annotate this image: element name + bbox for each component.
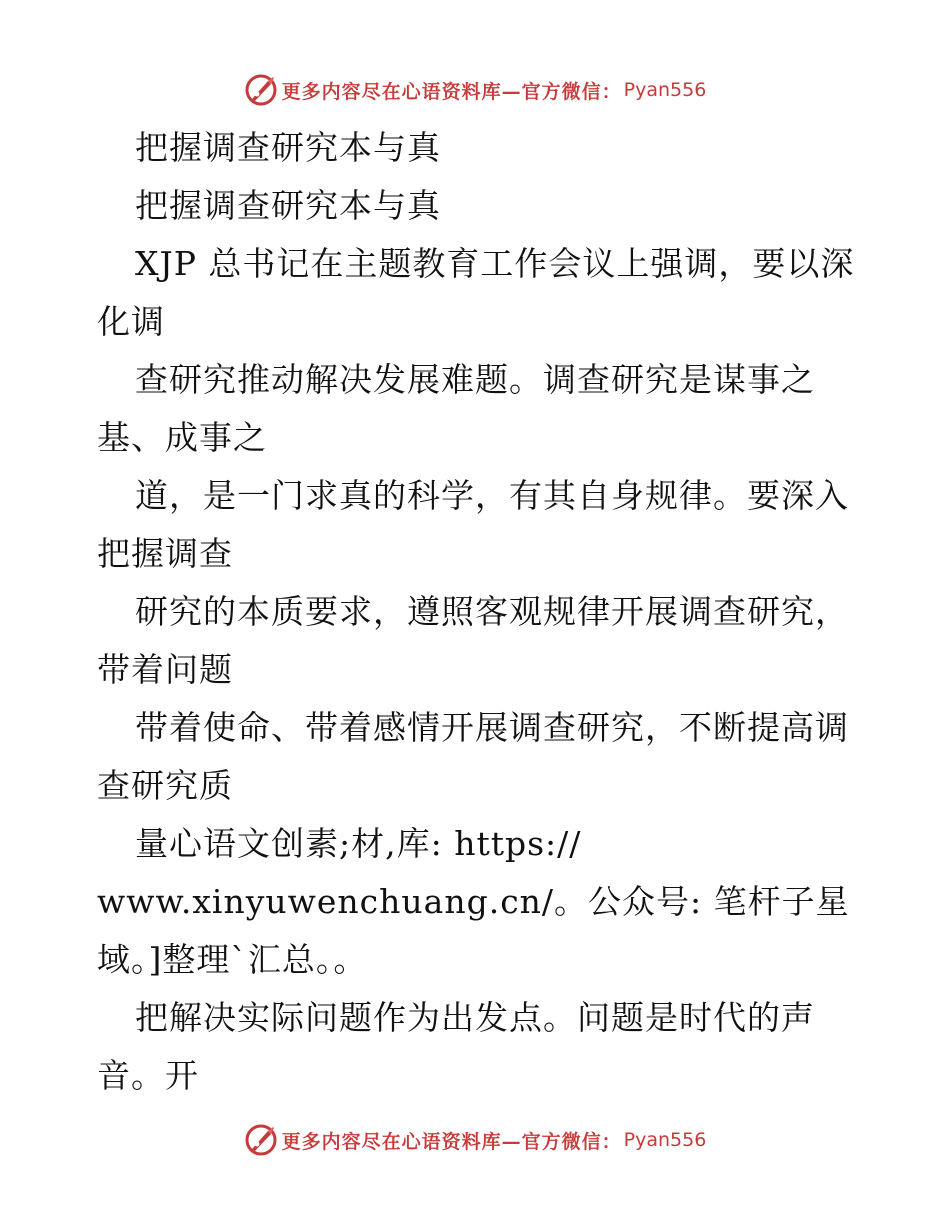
- quill-logo-icon: [244, 1123, 278, 1157]
- text-line: XJP 总书记在主题教育工作会议上强调，要以深: [135, 244, 855, 283]
- footer-banner: [0, 1120, 950, 1160]
- text-line: 研究的本质要求，遵照客观规律开展调查研究，: [135, 592, 849, 631]
- text-line: 量心语文创素;材,库: https://: [135, 824, 582, 863]
- text-line: 带着问题: [97, 650, 233, 689]
- header-banner: [0, 70, 950, 110]
- text-line: 把握调查: [97, 534, 233, 573]
- text-line: www.xinyuwenchuang.cn/。公众号: 笔杆子星: [97, 882, 850, 921]
- text-line: 把握调查研究本与真: [135, 128, 441, 167]
- text-line: 化调: [97, 302, 165, 341]
- text-line: 音。开: [97, 1056, 199, 1095]
- text-line: 道，是一门求真的科学，有其自身规律。要深入: [135, 476, 849, 515]
- quill-logo-icon: [244, 73, 278, 107]
- document-body: [97, 119, 867, 1105]
- banner-text: 更多内容尽在心语资料库—官方微信：: [281, 1130, 622, 1153]
- text-line: 查研究质: [97, 766, 233, 805]
- text-line: 域。]整理`汇总。。: [97, 940, 368, 979]
- text-line: 查研究推动解决发展难题。调查研究是谋事之: [135, 360, 815, 399]
- banner-wechat-id: Pyan556: [623, 1129, 707, 1151]
- banner-text: 更多内容尽在心语资料库—官方微信：: [281, 80, 622, 103]
- text-line: 基、成事之: [97, 418, 267, 457]
- text-line: 把解决实际问题作为出发点。问题是时代的声: [135, 998, 815, 1037]
- banner-wechat-id: Pyan556: [623, 79, 707, 101]
- text-line: 把握调查研究本与真: [135, 186, 441, 225]
- text-line: 带着使命、带着感情开展调查研究，不断提高调: [135, 708, 849, 747]
